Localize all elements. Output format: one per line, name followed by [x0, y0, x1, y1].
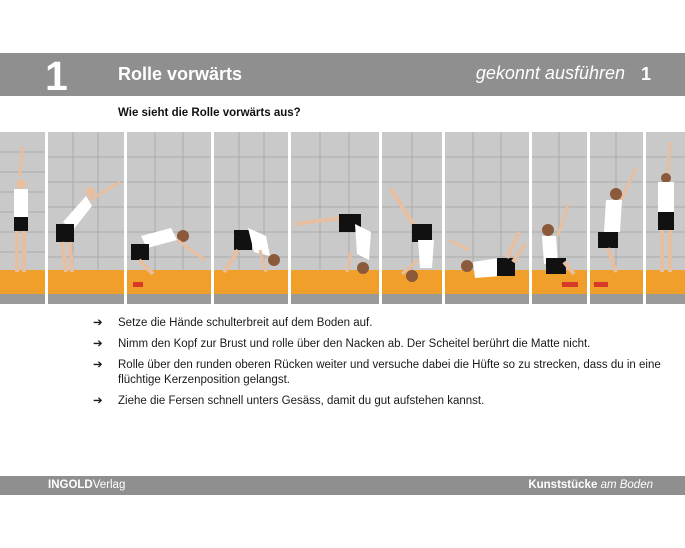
photo-hands-on-mat	[214, 132, 288, 304]
footer-section-bold: Kunststücke	[528, 479, 598, 491]
photo-head-tucked-roll-start	[291, 132, 379, 304]
photo-inverted-roll	[382, 132, 442, 304]
arrow-icon: ➔	[93, 338, 103, 350]
page-title: Rolle vorwärts	[118, 64, 243, 84]
photo-rolling-on-back	[445, 132, 529, 304]
instruction-text: Rolle über den runden oberen Rücken weiter und versuche dabei die Hüfte so zu strecken, dass du in eine flüchtige Kerzenposition gelangst.	[118, 359, 661, 386]
question-heading: Wie sieht die Rolle vorwärts aus?	[118, 107, 301, 119]
footer-section-title	[528, 479, 653, 491]
instruction-text: Nimm den Kopf zur Brust und rolle über den Nacken ab. Der Scheitel berührt die Matte nicht.	[118, 338, 591, 350]
chapter-number: 1	[45, 53, 68, 99]
footer-section-italic: am Boden	[600, 479, 653, 491]
instruction-item	[93, 337, 663, 352]
page-subtitle: gekonnt ausführen	[475, 63, 625, 83]
photo-crouch-hands-forward	[127, 132, 211, 304]
photo-sequence	[0, 132, 685, 304]
photo-rising	[590, 132, 643, 304]
instruction-text: Ziehe die Fersen schnell unters Gesäss, damit du gut aufstehen kannst.	[118, 395, 485, 407]
photo-standing-arms-up-end	[646, 132, 685, 304]
arrow-icon: ➔	[93, 359, 103, 371]
arrow-icon: ➔	[93, 395, 103, 407]
instruction-text: Setze die Hände schulterbreit auf dem Boden auf.	[118, 317, 373, 329]
arrow-icon: ➔	[93, 317, 103, 329]
photo-bending-arms-forward	[48, 132, 124, 304]
publisher-logo	[48, 479, 125, 491]
instruction-item	[93, 358, 663, 388]
publisher-suffix: Verlag	[92, 479, 126, 491]
instruction-list	[93, 316, 663, 415]
photo-standing-arms-up	[0, 132, 45, 304]
publisher-name: INGOLD	[48, 479, 93, 491]
instruction-item	[93, 394, 663, 409]
instruction-item	[93, 316, 663, 331]
page-number: 1	[640, 64, 651, 84]
photo-sitting-up	[532, 132, 587, 304]
